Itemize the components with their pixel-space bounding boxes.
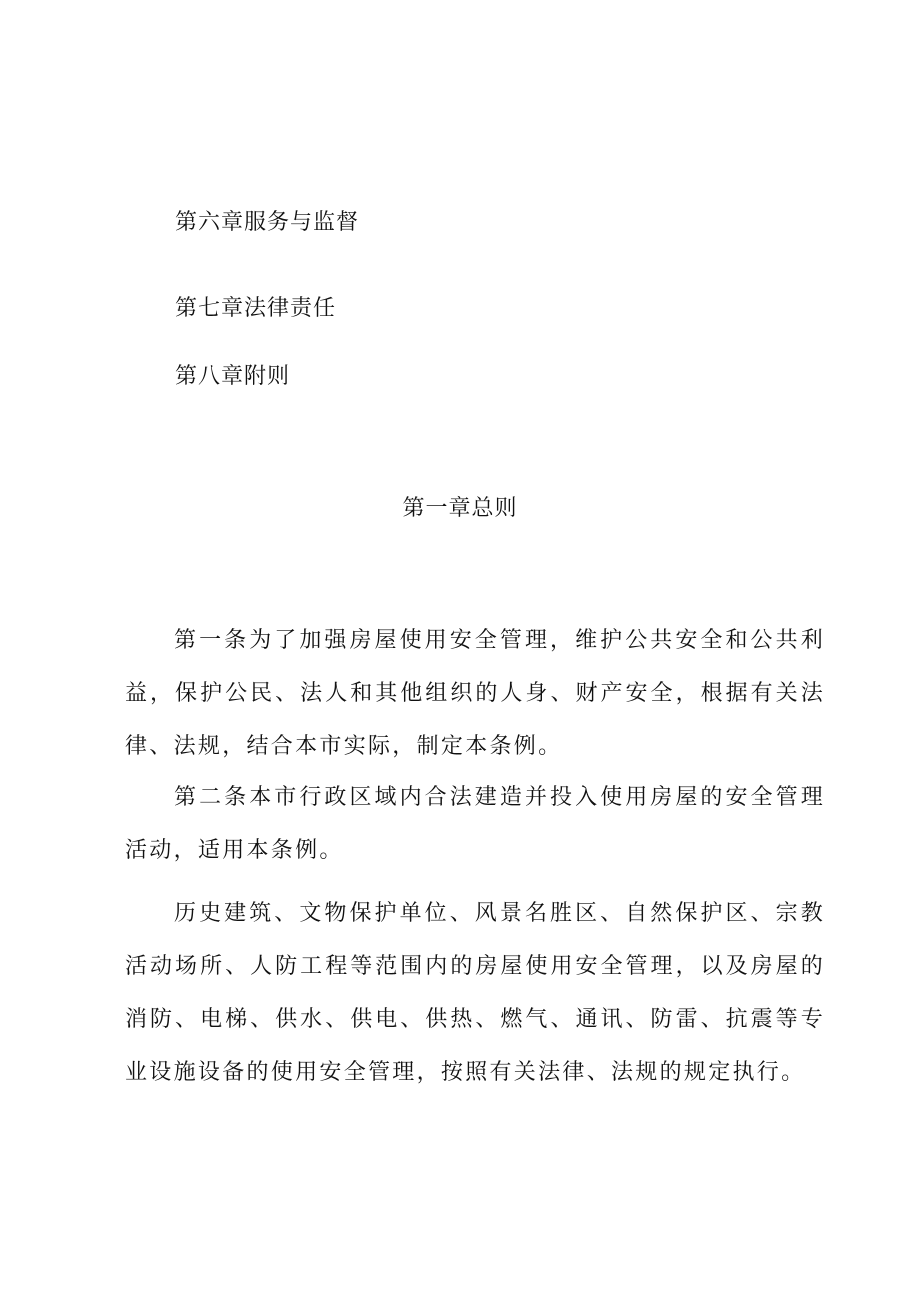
chapter-title: 第一章总则: [402, 496, 518, 521]
article-1-paragraph: 第一条为了加强房屋使用安全管理，维护公共安全和公共利益，保护公民、法人和其他组织的人身、财产安全，根据有关法律、法规，结合本市实际，制定本条例。: [125, 628, 825, 759]
toc-item-chapter-8: 第八章附则: [175, 364, 291, 389]
toc-item-chapter-6: 第六章服务与监督: [175, 210, 360, 235]
article-2-clause-paragraph: 历史建筑、文物保护单位、风景名胜区、自然保护区、宗教活动场所、人防工程等范围内的房屋使用安全管理，以及房屋的消防、电梯、供水、供电、供热、燃气、通讯、防雷、抗震等专业设施设备的使用安全管理，按照有关法律、法规的规定执行。: [125, 901, 825, 1085]
toc-item-chapter-7: 第七章法律责任: [175, 296, 337, 321]
article-2-paragraph: 第二条本市行政区域内合法建造并投入使用房屋的安全管理活动，适用本条例。: [125, 785, 825, 863]
